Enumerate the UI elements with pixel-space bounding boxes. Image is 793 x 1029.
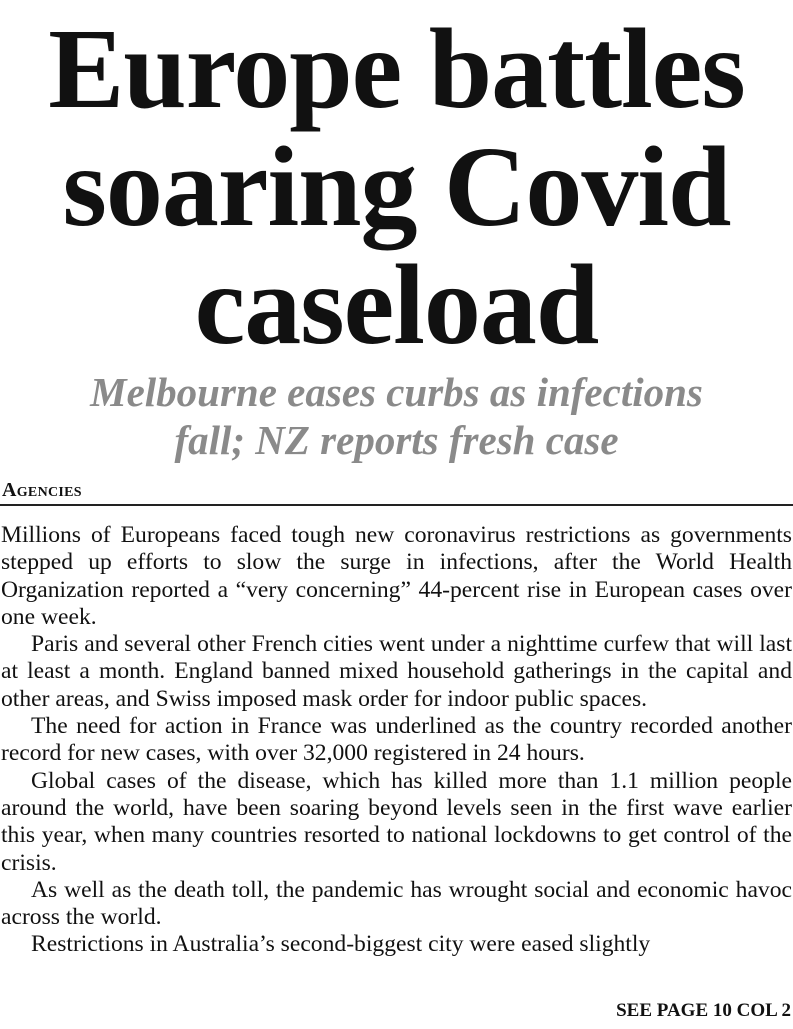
article-paragraph: As well as the death toll, the pandemic has wrought social and economic havoc across the world. bbox=[1, 876, 792, 931]
article-paragraph: Millions of Europeans faced tough new coronavirus restrictions as governments stepped up efforts to slow the surge in infections, after the World Health Organization reported a “very concerning” 44-percent rise in European cases over one week. bbox=[1, 522, 792, 630]
subheadline bbox=[0, 368, 793, 464]
headline-line: Europe battles bbox=[48, 5, 745, 132]
subheadline-line: fall; NZ reports fresh case bbox=[174, 417, 619, 463]
continuation-jump-line: SEE PAGE 10 COL 2 bbox=[616, 1000, 791, 1021]
byline: Agencies bbox=[2, 479, 82, 501]
byline-divider bbox=[0, 504, 793, 506]
article-paragraph: Restrictions in Australia’s second-biggest city were eased slightly bbox=[31, 931, 651, 958]
article-paragraph: Global cases of the disease, which has killed more than 1.1 million people around the world, have been soaring beyond levels seen in the first wave earlier this year, when many countries resorted to national lockdowns to get control of the crisis. bbox=[1, 767, 792, 876]
article-body bbox=[0, 522, 793, 959]
subheadline-line: Melbourne eases curbs as infections bbox=[90, 369, 703, 415]
headline-line: soaring Covid bbox=[62, 123, 731, 250]
article-paragraph: The need for action in France was underlined as the country recorded another record for new cases, with over 32,000 registered in 24 hours. bbox=[1, 713, 792, 767]
headline-line: caseload bbox=[194, 241, 599, 368]
article-paragraph: Paris and several other French cities went under a nighttime curfew that will last at least a month. England banned mixed household gatherings in the capital and other areas, and Swiss imposed mask order for indoor public spaces. bbox=[1, 631, 792, 712]
headline bbox=[0, 0, 793, 368]
